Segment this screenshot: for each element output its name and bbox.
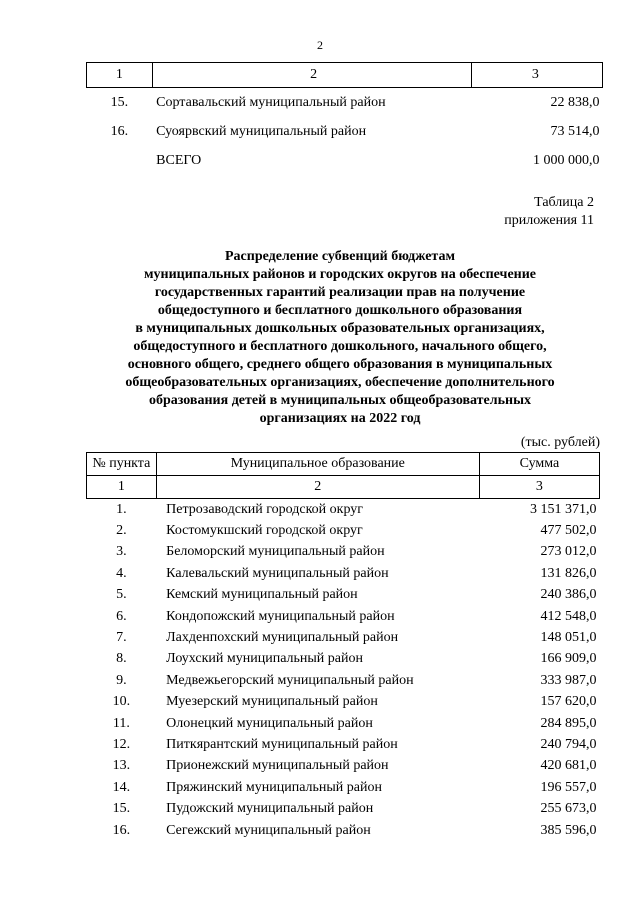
table-row <box>87 670 600 691</box>
table-continuation <box>86 62 603 175</box>
row-number: 15. <box>112 801 131 817</box>
total-sum: 1 000 000,0 <box>533 152 600 168</box>
table-row <box>87 798 600 819</box>
row-name: Кемский муниципальный район <box>166 587 358 603</box>
total-label: ВСЕГО <box>156 152 202 168</box>
row-name: Калевальский муниципальный район <box>166 565 389 581</box>
row-name: Суоярвский муниципальный район <box>156 123 367 139</box>
row-number: 16. <box>110 123 129 139</box>
header-col-1: 1 <box>87 63 153 88</box>
title-line: основного общего, среднего общего образования в муниципальных <box>127 357 553 372</box>
row-number: 9. <box>116 672 127 688</box>
row-sum: 284 895,0 <box>540 715 597 731</box>
table-body <box>87 499 600 842</box>
title-line: Распределение субвенций бюджетам <box>225 249 455 264</box>
row-sum: 477 502,0 <box>540 523 597 539</box>
row-number: 14. <box>112 779 131 795</box>
row-number: 11. <box>112 715 130 731</box>
row-name: Пудожский муниципальный район <box>166 801 374 817</box>
table-row <box>87 520 600 541</box>
row-number: 1. <box>116 501 127 517</box>
row-number: 3. <box>116 544 127 560</box>
row-sum: 385 596,0 <box>540 822 597 838</box>
table-row <box>87 88 603 118</box>
row-sum: 273 012,0 <box>540 544 597 560</box>
row-sum: 333 987,0 <box>540 672 597 688</box>
table-row <box>87 820 600 841</box>
row-name: Сортавальский муниципальный район <box>156 94 386 110</box>
title-line: в муниципальных дошкольных образовательных организациях, <box>135 321 545 336</box>
table-header-row <box>87 63 603 88</box>
table-row <box>87 542 600 563</box>
unit-label: (тыс. рублей) <box>520 435 600 450</box>
table-row <box>87 563 600 584</box>
row-name: Муезерский муниципальный район <box>166 694 378 710</box>
title-line: общедоступного и бесплатного дошкольного образования <box>157 303 523 318</box>
caption-appendix: приложения 11 <box>504 213 594 228</box>
table-row <box>87 649 600 670</box>
row-name: Костомукшский городской округ <box>166 523 363 539</box>
row-sum: 157 620,0 <box>540 694 597 710</box>
table-header-row <box>87 453 600 476</box>
header-col-3: 3 <box>471 63 602 88</box>
row-sum: 420 681,0 <box>540 758 597 774</box>
row-name: Лахденпохский муниципальный район <box>166 630 399 646</box>
table-row <box>87 777 600 798</box>
row-sum: 22 838,0 <box>550 94 600 110</box>
row-number: 13. <box>112 758 131 774</box>
row-sum: 240 794,0 <box>540 736 597 752</box>
header-municipality: Муниципальное образование <box>156 453 479 476</box>
row-number: 16. <box>112 822 131 838</box>
table-subheader-row <box>87 476 600 499</box>
subheader-col-3: 3 <box>479 476 599 499</box>
row-number: 7. <box>116 630 127 646</box>
row-sum: 412 548,0 <box>540 608 597 624</box>
table-row <box>87 734 600 755</box>
header-item-number: № пункта <box>87 453 157 476</box>
subheader-col-2: 2 <box>156 476 479 499</box>
page-number: 2 <box>317 38 323 52</box>
table-row <box>87 606 600 627</box>
row-number: 12. <box>112 736 131 752</box>
title-line: муниципальных районов и городских округов на обеспечение <box>143 267 537 282</box>
row-number: 6. <box>116 608 127 624</box>
row-number: 5. <box>116 587 127 603</box>
row-name: Лоухский муниципальный район <box>166 651 363 667</box>
row-number <box>87 146 153 175</box>
row-name: Пряжинский муниципальный район <box>166 779 382 795</box>
title-line: организациях на 2022 год <box>259 411 421 426</box>
title-line: образования детей в муниципальных общеобразовательных <box>148 393 532 408</box>
row-sum: 240 386,0 <box>540 587 597 603</box>
row-sum: 255 673,0 <box>540 801 597 817</box>
row-name: Беломорский муниципальный район <box>166 544 385 560</box>
row-name: Сегежский муниципальный район <box>166 822 371 838</box>
row-name: Медвежьегорский муниципальный район <box>166 672 414 688</box>
table-row <box>87 117 603 146</box>
title-line: общеобразовательных организациях, обеспечение дополнительного <box>125 375 555 390</box>
subheader-col-1: 1 <box>87 476 157 499</box>
row-sum: 196 557,0 <box>540 779 597 795</box>
row-name: Олонецкий муниципальный район <box>166 715 373 731</box>
title-line: общедоступного и бесплатного дошкольного, начального общего, <box>133 339 547 354</box>
caption-table-number: Таблица 2 <box>534 195 594 210</box>
row-sum: 3 151 371,0 <box>530 501 597 517</box>
table-row <box>87 692 600 713</box>
row-sum: 166 909,0 <box>540 651 597 667</box>
row-name: Кондопожский муниципальный район <box>166 608 395 624</box>
document-title <box>70 248 610 428</box>
distribution-table <box>86 452 600 841</box>
table-row <box>87 627 600 648</box>
table-row <box>87 713 600 734</box>
title-line: государственных гарантий реализации прав на получение <box>154 285 526 300</box>
table-row <box>87 756 600 777</box>
row-number: 8. <box>116 651 127 667</box>
row-name: Питкярантский муниципальный район <box>166 736 398 752</box>
table-row <box>87 499 600 521</box>
row-sum: 131 826,0 <box>540 565 597 581</box>
row-sum: 73 514,0 <box>550 123 600 139</box>
row-number: 10. <box>112 694 131 710</box>
header-col-2: 2 <box>152 63 471 88</box>
header-sum: Сумма <box>479 453 599 476</box>
table-caption <box>504 194 594 230</box>
row-number: 4. <box>116 565 127 581</box>
row-name: Петрозаводский городской округ <box>166 501 364 517</box>
row-name: Прионежский муниципальный район <box>166 758 389 774</box>
row-sum: 148 051,0 <box>540 630 597 646</box>
row-number: 15. <box>110 94 129 110</box>
row-number: 2. <box>116 523 127 539</box>
table-total-row <box>87 146 603 175</box>
table-row <box>87 585 600 606</box>
